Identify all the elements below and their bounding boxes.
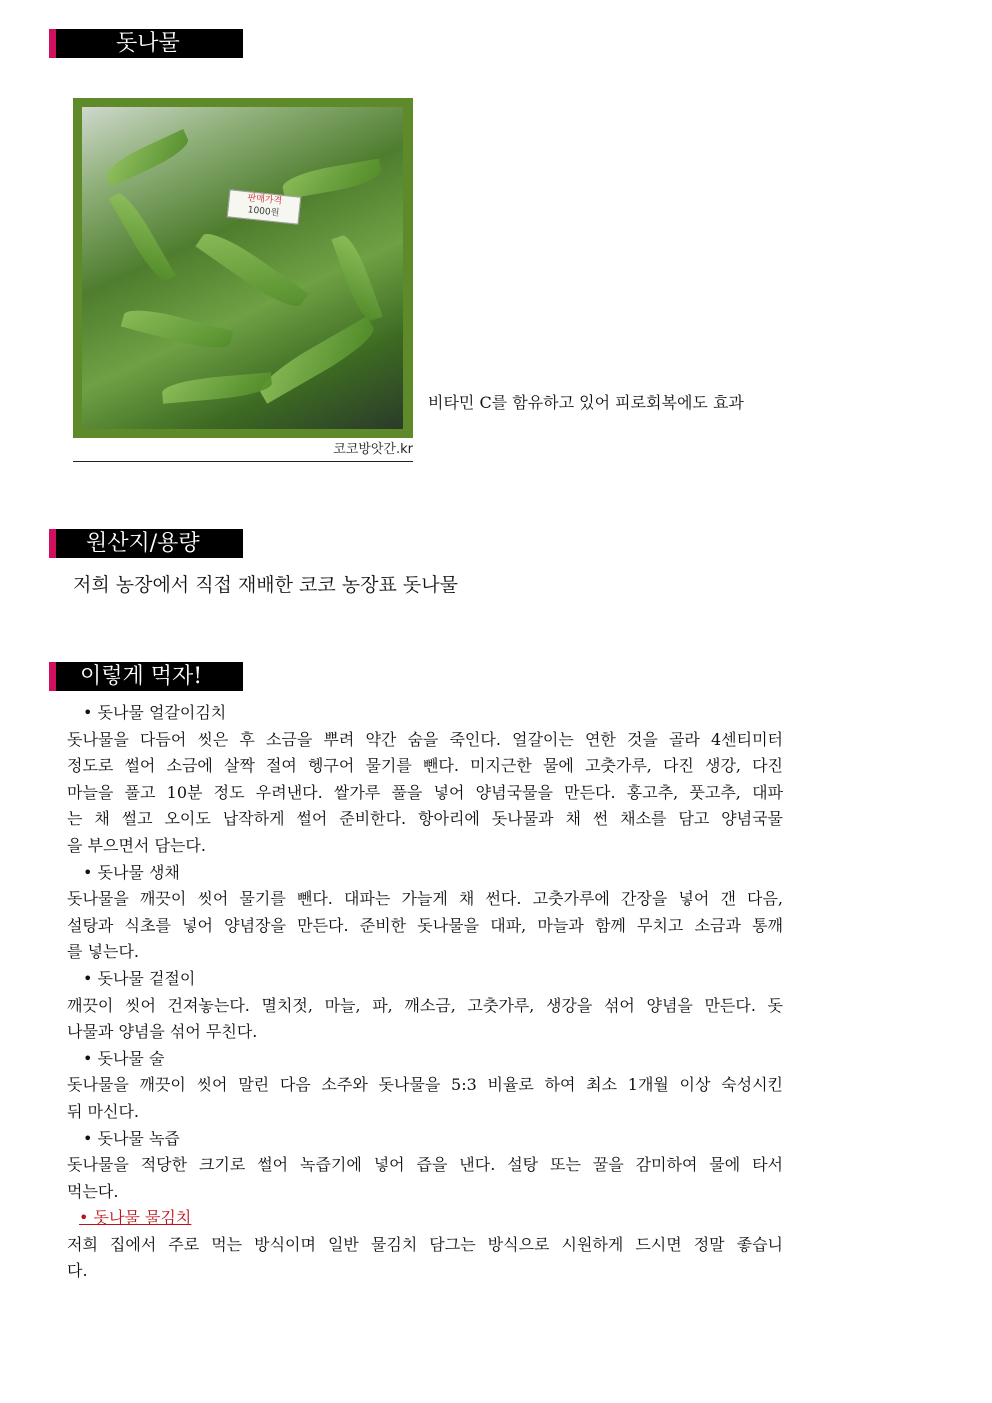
section-title-bar — [49, 29, 243, 58]
origin-heading-bar — [49, 529, 243, 558]
recipe-text-line: 을 부으면서 담는다. — [67, 835, 206, 855]
recipe-text-line: 저희 집에서 주로 먹는 방식이며 일반 물김치 담그는 방식으로 시원하게 드시면 정말 좋습니 — [67, 1234, 783, 1254]
recipe-title: • 돗나물 얼갈이김치 — [83, 703, 227, 722]
origin-text: 저희 농장에서 직접 재배한 코코 농장표 돗나물 — [73, 574, 458, 596]
benefit-text: 비타민 C를 함유하고 있어 피로회복에도 효과 — [428, 393, 744, 412]
howto-heading-bar — [49, 662, 243, 691]
recipe-text-line: 를 넣는다. — [67, 942, 139, 962]
howto-heading: 이렇게 먹자! — [80, 664, 203, 689]
recipe-text-line: 돗나물을 깨끗이 씻어 물기를 뺀다. 대파는 가늘게 채 썬다. 고춧가루에 간장을 넣어 갠 다음, — [67, 889, 783, 909]
recipe-text-line: 마늘을 풀고 10분 정도 우려낸다. 쌀가루 풀을 넣어 양념국물을 만든다. 홍고추, 풋고추, 대파 — [67, 782, 783, 802]
recipe-text-line: 돗나물을 다듬어 씻은 후 소금을 뿌려 약간 숨을 죽인다. 얼갈이는 연한 것을 골라 4센티미터 — [67, 729, 783, 749]
recipe-text-line: 뒤 마신다. — [67, 1101, 139, 1121]
recipe-text-line: 는 채 썰고 오이도 납작하게 썰어 준비한다. 항아리에 돗나물과 채 썬 채소를 담고 양념국물 — [67, 809, 783, 829]
recipe-text-line: 설탕과 식초를 넣어 양념장을 만든다. 준비한 돗나물을 대파, 마늘과 함께 무치고 소금과 통깨 — [67, 915, 783, 935]
recipe-title: • 돗나물 생채 — [83, 862, 180, 882]
recipe-text-line: 깨끗이 씻어 건져놓는다. 멸치젓, 마늘, 파, 깨소금, 고춧가루, 생강을 섞어 양념을 만든다. 돗 — [67, 995, 783, 1015]
recipe-title: • 돗나물 겉절이 — [83, 968, 196, 988]
recipe-title: • 돗나물 술 — [83, 1048, 165, 1068]
recipe-text-line: 다. — [67, 1261, 88, 1281]
recipe-text-line: 나물과 양념을 섞어 무친다. — [67, 1022, 258, 1042]
price-tag: 판매가격 1000원 — [227, 189, 302, 224]
recipe-text-line: 먹는다. — [67, 1181, 119, 1201]
photo-caption: 코코방앗간.kr — [73, 439, 413, 462]
water-pennywort-photo — [82, 107, 403, 429]
recipe-text-line: 돗나물을 깨끗이 씻어 말린 다음 소주와 돗나물을 5:3 비율로 하여 최소 1개월 이상 숙성시킨 — [67, 1075, 783, 1095]
recipe-text-line: 정도로 썰어 소금에 살짝 절여 헹구어 물기를 뺀다. 미지근한 물에 고춧가루, 다진 생강, 다진 — [67, 756, 783, 776]
recipe-text-line: 돗나물을 적당한 크기로 썰어 녹즙기에 넣어 즙을 낸다. 설탕 또는 꿀을 감미하여 물에 타서 — [67, 1155, 783, 1175]
section-title: 돗나물 — [116, 31, 180, 56]
recipe-list — [67, 700, 783, 1285]
origin-heading: 원산지/용량 — [86, 531, 200, 556]
recipe-title: • 돗나물 물김치 — [79, 1208, 192, 1228]
product-photo-frame — [73, 98, 413, 438]
recipe-title: • 돗나물 녹즙 — [83, 1128, 180, 1148]
